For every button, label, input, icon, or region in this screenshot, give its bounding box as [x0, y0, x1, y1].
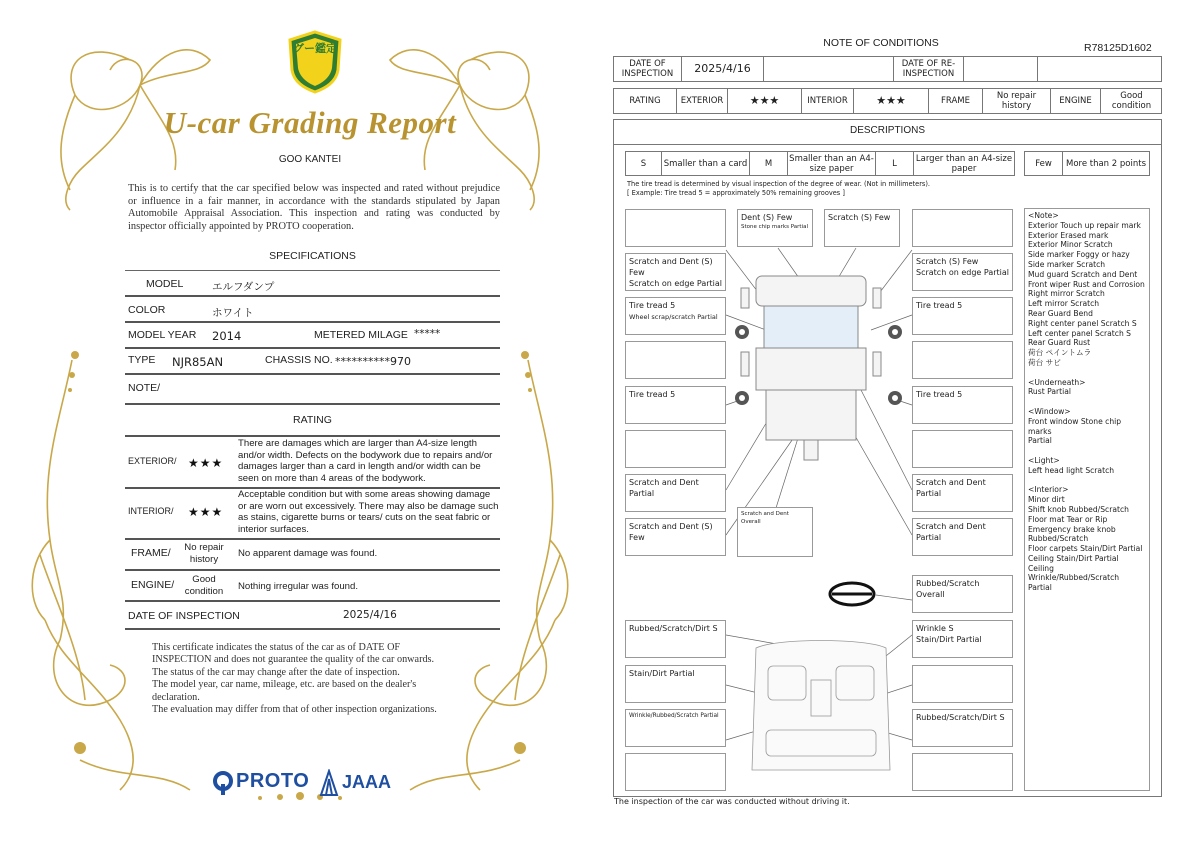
condition-text: Scratch on edge Partial [629, 279, 723, 288]
condition-box [625, 474, 726, 512]
engine-value: Good condition [184, 574, 224, 597]
condition-text: Wrinkle S [916, 624, 954, 633]
note-line: Left head light Scratch [1028, 465, 1115, 475]
descriptions-heading: DESCRIPTIONS [849, 125, 925, 136]
exterior-label: EXTERIOR/ [128, 456, 177, 466]
color-value: ホワイト [212, 307, 254, 319]
condition-box [912, 430, 1013, 468]
divider [125, 295, 500, 297]
legend-m: M [750, 152, 788, 175]
condition-box [912, 386, 1013, 424]
condition-box [737, 209, 813, 247]
divider [125, 270, 500, 271]
date-of-inspection-value: 2025/4/16 [343, 609, 397, 621]
note-line: 荷台 サビ [1028, 357, 1061, 367]
certificate-footer [152, 642, 482, 716]
condition-box [625, 209, 726, 247]
note-line: <Window> [1028, 406, 1071, 416]
note-line: Side marker Scratch [1028, 259, 1106, 269]
note-line: Ceiling Stain/Dirt Partial [1028, 553, 1119, 563]
condition-text: Rubbed/Scratch Overall [916, 579, 980, 599]
footer-line: This certificate indicates the status of the car as of DATE OF [152, 642, 401, 653]
divider [125, 628, 500, 630]
jaaa-logo-icon [318, 769, 340, 797]
note-line: Emergency brake knob [1028, 524, 1116, 534]
proto-logo-icon [212, 770, 234, 796]
divider [125, 321, 500, 323]
interior-stars: ★★★ [188, 505, 224, 519]
note-line: Side marker Foggy or hazy [1028, 250, 1130, 260]
condition-box [625, 297, 726, 335]
condition-box [625, 430, 726, 468]
note-line: Rear Guard Rust [1028, 338, 1091, 348]
footer-line: The model year, car name, mileage, etc. are based on the dealer's [152, 679, 417, 691]
note-line: Ceiling [1028, 563, 1054, 573]
metered-mileage-label: METERED MILAGE [314, 329, 408, 341]
steering-wheel-icon [830, 583, 874, 605]
condition-text: Tire tread 5 [629, 301, 676, 310]
note-line: Floor carpets Stain/Dirt Partial [1028, 544, 1143, 554]
date-of-inspection-label: DATE OF INSPECTION [128, 610, 240, 622]
interior-label: INTERIOR/ [128, 506, 174, 516]
note-line [1028, 476, 1146, 486]
divider [125, 538, 500, 540]
condition-box [625, 386, 726, 424]
sheet-title: NOTE OF CONDITIONS [823, 37, 939, 49]
condition-box [625, 341, 726, 379]
note-line: Left center panel Scratch S [1028, 328, 1131, 338]
type-value: NJR85AN [172, 355, 224, 369]
legend-few: Few [1025, 152, 1063, 175]
divider [125, 600, 500, 602]
exterior-label: EXTERIOR [677, 89, 728, 113]
note-line: Right mirror Scratch [1028, 289, 1105, 299]
note-line: <Underneath> [1028, 377, 1086, 387]
footnote: The inspection of the car was conducted without driving it. [614, 797, 850, 806]
condition-text: Stain/Dirt Partial [629, 669, 695, 678]
note-line: Front window Stone chip marks [1028, 416, 1122, 436]
note-line [1028, 397, 1146, 407]
footer-line: INSPECTION and does not guarantee the quality of the car onwards. [152, 654, 435, 666]
note-line: Rust Partial [1028, 387, 1071, 397]
note-line: <Note> [1028, 211, 1059, 220]
specifications-heading: SPECIFICATIONS [269, 250, 356, 262]
note-line: Exterior Minor Scratch [1028, 240, 1113, 250]
frame-label: FRAME/ [131, 547, 171, 559]
condition-box [625, 665, 726, 703]
notes-list [1028, 211, 1146, 593]
condition-box [625, 753, 726, 791]
footer-line: The status of the car may change after the date of inspection. [152, 666, 400, 678]
condition-box [737, 507, 813, 557]
condition-text: Stone chip marks Partial [741, 224, 808, 230]
note-of-conditions-sheet [606, 0, 1200, 848]
certificate-intro: This is to certify that the car specified below was inspected and rated without prejudice or influence in a fair manner, in accordance with the standards stipulated by Japan Automobile Appraisal Association. This inspection and rating was conducted by inspector officially appointed by PROTO cooperation. [128, 183, 500, 232]
rating-heading: RATING [293, 414, 332, 426]
condition-text: Scratch and Dent (S) Few [629, 522, 713, 542]
condition-text: Scratch (S) Few [916, 257, 979, 266]
interior-label: INTERIOR [802, 89, 854, 113]
exterior-stars: ★★★ [728, 89, 802, 113]
condition-text: Scratch and Dent Partial [916, 478, 986, 498]
engine-value: Good condition [1111, 91, 1152, 111]
note-line: Right center panel Scratch S [1028, 318, 1137, 328]
condition-text: Scratch and Dent Overall [741, 511, 789, 525]
condition-box [912, 474, 1013, 512]
badge-text: グー鑑定 [293, 42, 337, 55]
condition-text: Stain/Dirt Partial [916, 635, 982, 644]
frame-label: FRAME [929, 89, 983, 113]
note-line [1028, 368, 1146, 378]
legend-l-desc: Larger than an A4-size paper [915, 153, 1013, 174]
divider [125, 569, 500, 571]
chassis-label: CHASSIS NO. [265, 354, 333, 366]
tire-note-line: [ Example: Tire tread 5 = approximately 50% remaining grooves ] [627, 189, 845, 197]
condition-box [912, 253, 1013, 291]
condition-box [625, 518, 726, 556]
note-line: 荷台 ペイントムラ [1028, 348, 1092, 358]
condition-box [912, 665, 1013, 703]
color-label: COLOR [128, 304, 166, 316]
condition-text: Wheel scrap/scratch Partial [629, 313, 718, 321]
jaaa-logo-text: JAAA [342, 772, 392, 792]
engine-description: Nothing irregular was found. [238, 581, 358, 592]
note-line: Floor mat Tear or Rip [1028, 514, 1108, 524]
note-line: Partial [1028, 583, 1052, 593]
condition-box [912, 709, 1013, 747]
model-year-value: 2014 [212, 329, 242, 343]
interior-stars: ★★★ [854, 89, 929, 113]
condition-box [625, 709, 726, 747]
footer-line: declaration. [152, 691, 200, 703]
condition-box [824, 209, 900, 247]
certificate-title: U-car Grading Report [163, 105, 457, 140]
reference-number: R78125D1602 [1084, 42, 1152, 54]
chassis-value: **********970 [335, 355, 411, 368]
condition-box [912, 341, 1013, 379]
proto-logo-text: PROTO [236, 770, 310, 792]
reinspection-label: DATE OF RE-INSPECTION [894, 57, 964, 81]
note-label: NOTE/ [128, 382, 161, 394]
legend-few-desc: More than 2 points [1065, 158, 1146, 169]
condition-text: Dent (S) Few [741, 213, 793, 222]
footer-line: The evaluation may differ from that of other inspection organizations. [152, 704, 437, 716]
model-label: MODEL [146, 278, 184, 290]
tire-note-line: The tire tread is determined by visual inspection of the degree of wear. (Not in millimeters). [627, 180, 931, 188]
condition-text: Scratch and Dent Partial [916, 522, 986, 542]
note-line: Shift knob Rubbed/Scratch [1028, 504, 1129, 514]
note-line: Mud guard Scratch and Dent [1028, 269, 1138, 279]
condition-text: Tire tread 5 [629, 390, 676, 399]
condition-box [625, 620, 726, 658]
note-line [1028, 446, 1146, 456]
goo-kantei-badge-icon [286, 30, 344, 94]
condition-text: Tire tread 5 [916, 390, 963, 399]
note-line: Rear Guard Bend [1028, 308, 1093, 318]
engine-label: ENGINE [1051, 89, 1101, 113]
type-label: TYPE [128, 354, 156, 366]
divider [125, 435, 500, 437]
note-line: Wrinkle/Rubbed/Scratch [1028, 573, 1120, 583]
interior-description: Acceptable condition but with some areas showing damage or are worn out excessively. There may also be damage such as stains, cigarette burns or tears/ cuts on the seat fabric or interior surfaces. [238, 489, 499, 535]
notes-panel [1024, 208, 1150, 791]
date-of-inspection-value: 2025/4/16 [682, 57, 764, 81]
divider [125, 373, 500, 375]
rating-label: RATING [614, 89, 677, 113]
note-line: Minor dirt [1028, 495, 1065, 505]
frame-description: No apparent damage was found. [238, 548, 378, 559]
note-line: <Light> [1028, 455, 1060, 465]
exterior-description: There are damages which are larger than A4-size length and/or width. Defects on the bodywork due to repairs and/or damages larger than a card in length and/or width can be seen on more than 4 areas of the bodywork. [238, 438, 493, 484]
frame-value: No repair history [983, 89, 1051, 113]
note-line: Rubbed/Scratch [1028, 534, 1089, 544]
condition-box [912, 297, 1013, 335]
condition-text: Scratch on edge Partial [916, 268, 1010, 277]
divider [125, 347, 500, 349]
model-value: エルフダンプ [212, 281, 275, 293]
condition-box [625, 253, 726, 291]
condition-text: Scratch and Dent Partial [629, 478, 699, 498]
frame-value: No repair history [184, 542, 224, 565]
condition-text: Rubbed/Scratch/Dirt S [629, 624, 718, 633]
note-line: Left mirror Scratch [1028, 299, 1100, 309]
note-line: Exterior Touch up repair mark [1028, 220, 1141, 230]
note-line: Partial [1028, 436, 1052, 446]
note-line: <Interior> [1028, 485, 1069, 495]
condition-text: Wrinkle/Rubbed/Scratch Partial [629, 713, 719, 719]
model-year-label: MODEL YEAR [128, 329, 197, 341]
condition-box [912, 620, 1013, 658]
metered-mileage-value: ***** [414, 328, 441, 340]
divider [125, 403, 500, 405]
certificate-subtitle: GOO KANTEI [278, 154, 342, 165]
condition-text: Scratch and Dent (S) Few [629, 257, 713, 277]
engine-label: ENGINE/ [131, 579, 175, 591]
note-line: Exterior Erased mark [1028, 230, 1109, 240]
legend-s-desc: Smaller than a card [662, 152, 750, 175]
condition-box [912, 518, 1013, 556]
legend-m-desc: Smaller than an A4-size paper [788, 152, 876, 175]
date-of-inspection-label: DATE OF INSPECTION [614, 57, 682, 81]
legend-s: S [626, 152, 662, 175]
condition-box [912, 209, 1013, 247]
condition-text: Tire tread 5 [916, 301, 963, 310]
condition-box [912, 753, 1013, 791]
exterior-stars: ★★★ [188, 456, 224, 470]
condition-text: Scratch (S) Few [828, 213, 891, 222]
note-line: Front wiper Rust and Corrosion [1028, 279, 1145, 289]
legend-l: L [876, 152, 914, 175]
condition-box [912, 575, 1013, 613]
condition-text: Rubbed/Scratch/Dirt S [916, 713, 1005, 722]
